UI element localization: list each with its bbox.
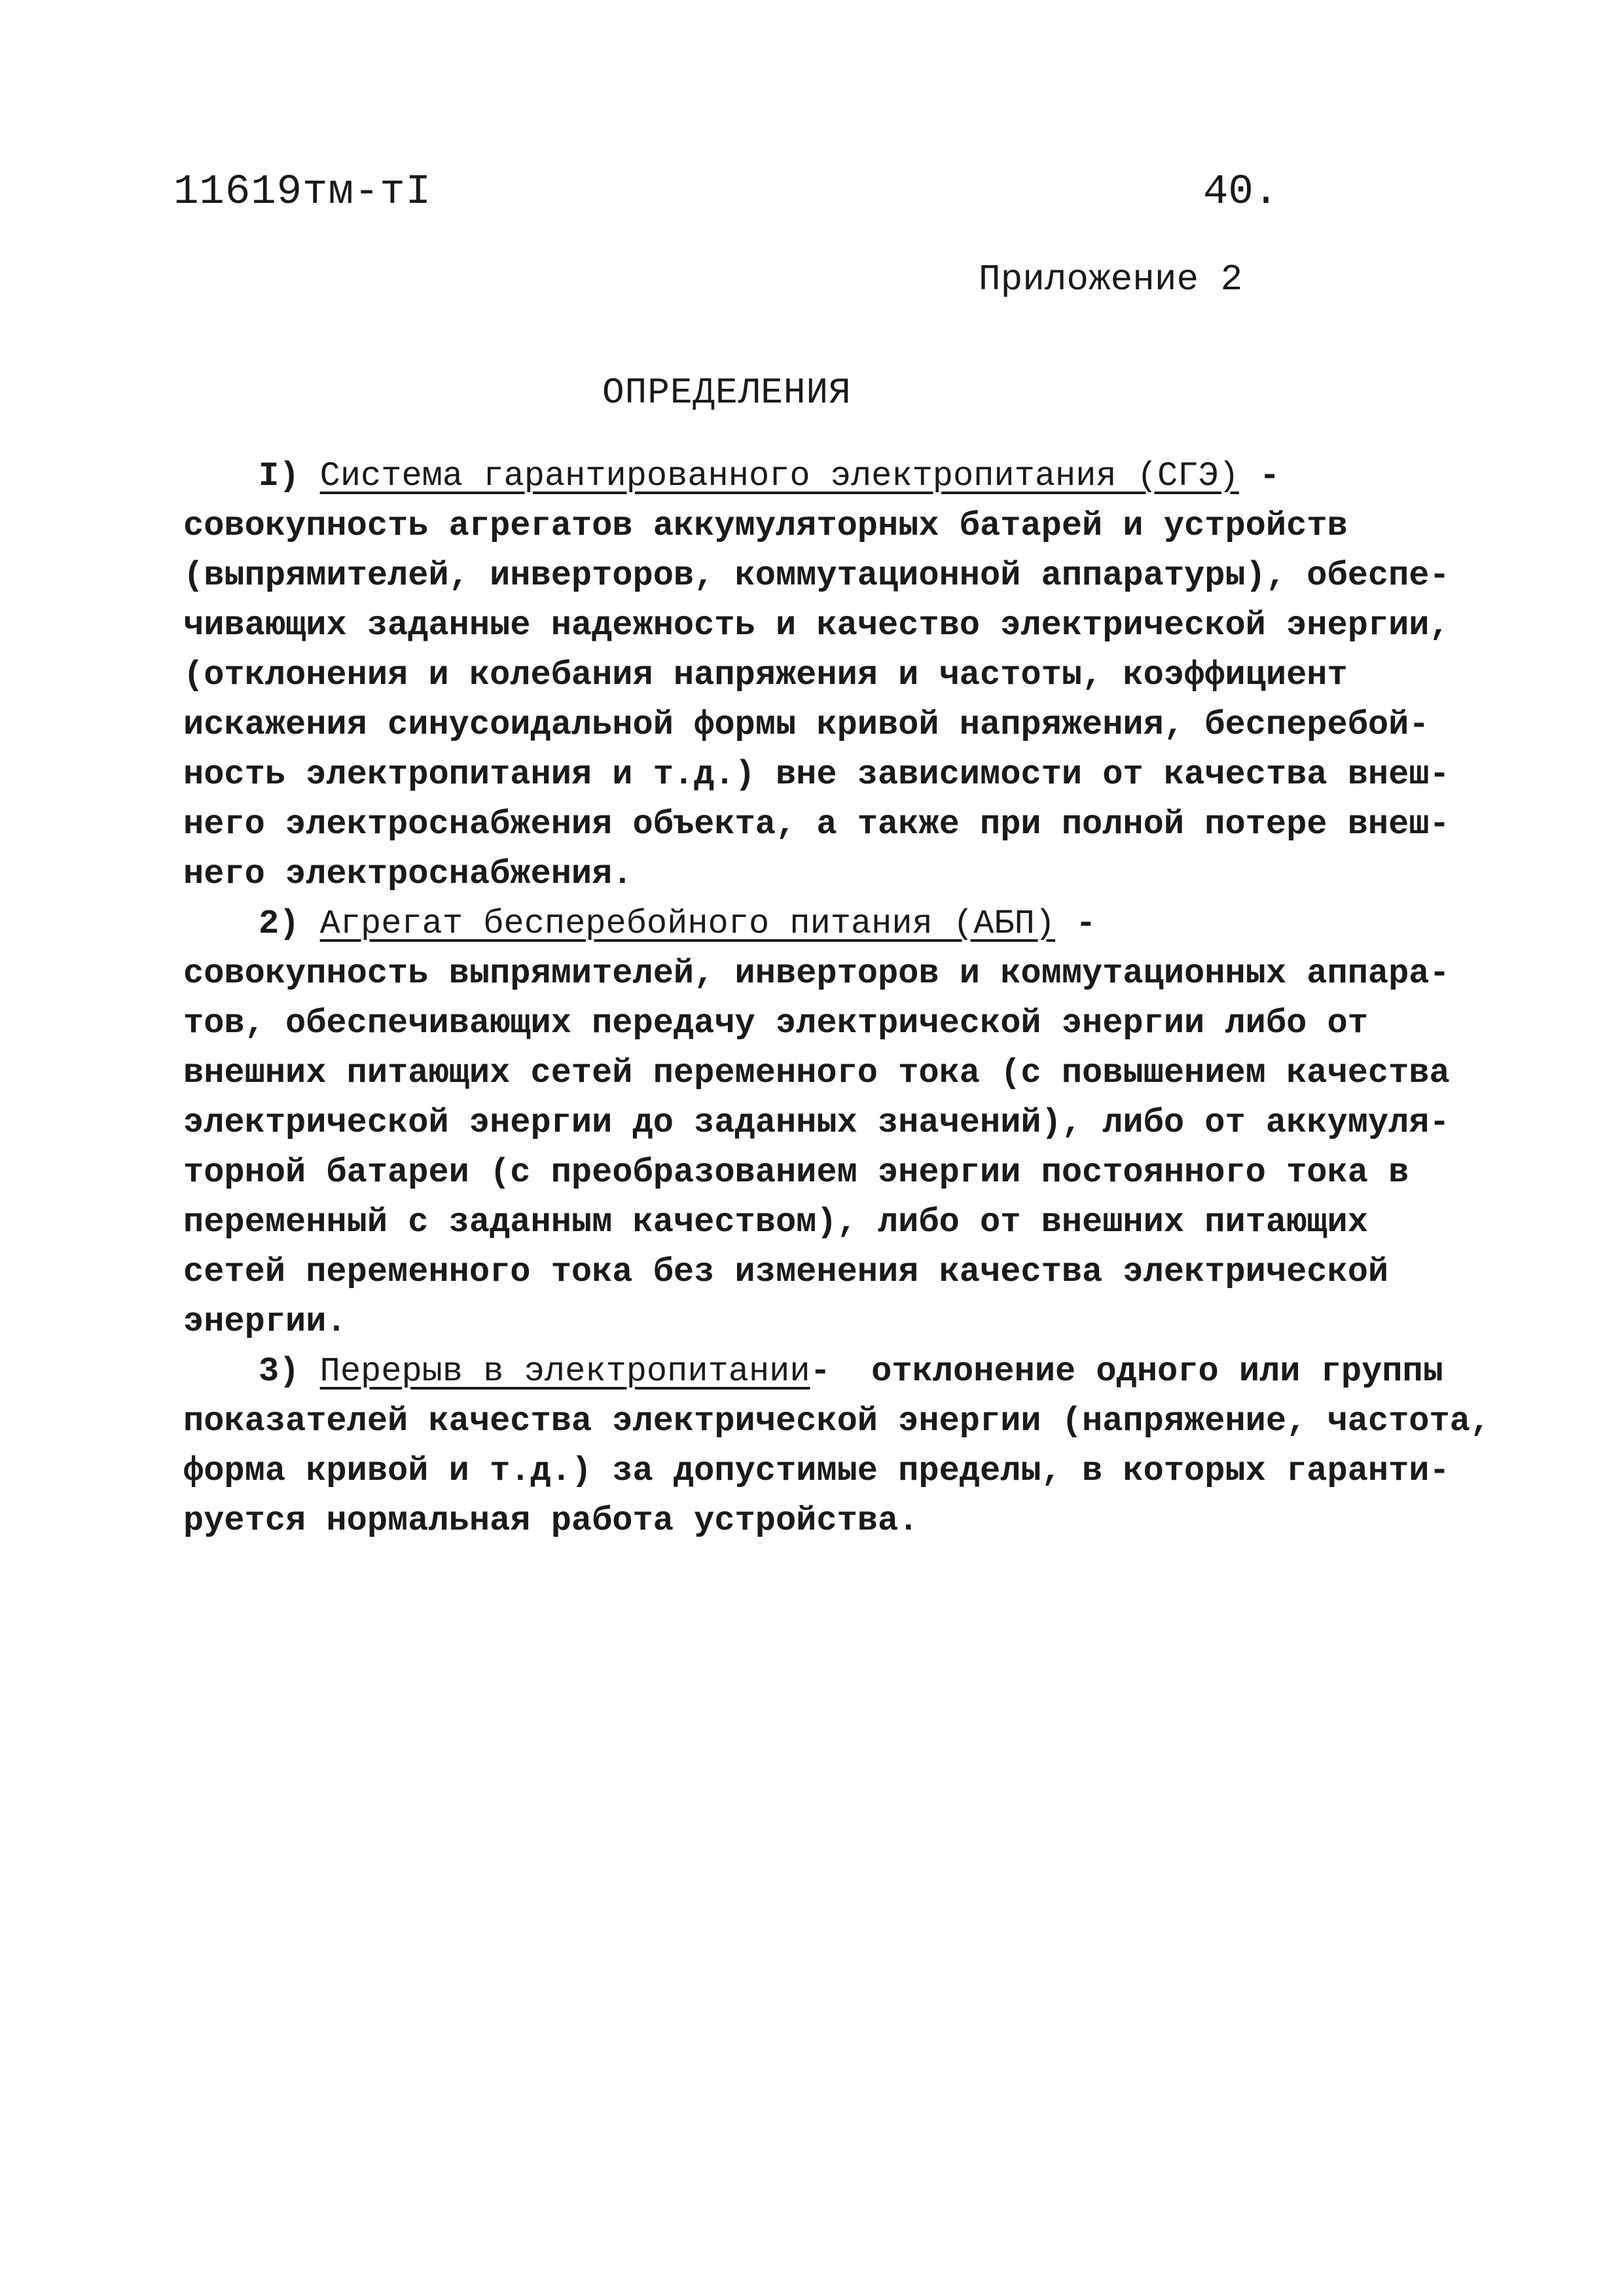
definition-term: Агрегат бесперебойного питания (АБП) — [319, 905, 1056, 943]
definition-line: него электроснабжения. — [183, 855, 633, 893]
appendix-label: Приложение 2 — [979, 259, 1243, 300]
definition-number: 3) — [259, 1352, 300, 1391]
document-code: 11619тм-тI — [173, 169, 432, 216]
page-number: 40. — [1203, 169, 1279, 216]
definition-3 — [183, 1347, 1491, 1546]
definition-number: I) — [259, 457, 300, 495]
definition-line: чивающих заданные надежность и качество электрической энергии, — [183, 606, 1450, 645]
definition-line: форма кривой и т.д.) за допустимые пределы, в которых гаранти- — [183, 1452, 1450, 1490]
definition-line: сетей переменного тока без изменения качества электрической — [183, 1253, 1389, 1291]
definition-first-line — [183, 1347, 1483, 1397]
definition-line: переменный с заданным качеством), либо от внешних питающих — [183, 1203, 1368, 1242]
definition-2 — [183, 899, 1483, 1347]
definition-first-line — [183, 899, 1483, 949]
definition-term: Система гарантированного электропитания (СГЭ) — [319, 457, 1239, 495]
definition-line: электрической энергии до заданных значений), либо от аккумуля- — [183, 1103, 1450, 1142]
definition-dash: - — [1238, 457, 1280, 495]
definition-line: торной батареи (с преобразованием энергии постоянного тока в — [183, 1153, 1409, 1192]
definition-first-line — [183, 452, 1483, 501]
definition-line: руется нормальная работа устройства. — [183, 1501, 919, 1540]
definition-number: 2) — [259, 905, 300, 943]
definition-line: искажения синусоидальной формы кривой напряжения, бесперебой- — [183, 706, 1430, 744]
definition-line: энергии. — [183, 1302, 347, 1341]
definition-line: тов, обеспечивающих передачу электрической энергии либо от — [183, 1004, 1368, 1043]
definition-term: Перерыв в электропитании — [319, 1352, 810, 1391]
definition-continuation: - отклонение одного или группы — [810, 1352, 1443, 1391]
definition-line: ность электропитания и т.д.) вне зависимости от качества внеш- — [183, 755, 1450, 794]
definition-line: внешних питающих сетей переменного тока (с повышением качества — [183, 1054, 1450, 1092]
definition-line: (отклонения и колебания напряжения и частоты, коэффициент — [183, 656, 1348, 694]
definition-line: совокупность агрегатов аккумуляторных батарей и устройств — [183, 507, 1348, 545]
section-heading: ОПРЕДЕЛЕНИЯ — [602, 372, 852, 414]
definition-line: показателей качества электрической энергии (напряжение, частота, — [183, 1402, 1491, 1441]
definitions-body — [183, 452, 1491, 1546]
definition-dash: - — [1055, 905, 1096, 943]
definition-line: (выпрямителей, инверторов, коммутационной аппаратуры), обеспе- — [183, 556, 1450, 595]
definition-line: него электроснабжения объекта, а также при полной потере внеш- — [183, 805, 1450, 844]
definition-line: совокупность выпрямителей, инверторов и коммутационных аппара- — [183, 954, 1450, 993]
definition-1 — [183, 452, 1483, 899]
